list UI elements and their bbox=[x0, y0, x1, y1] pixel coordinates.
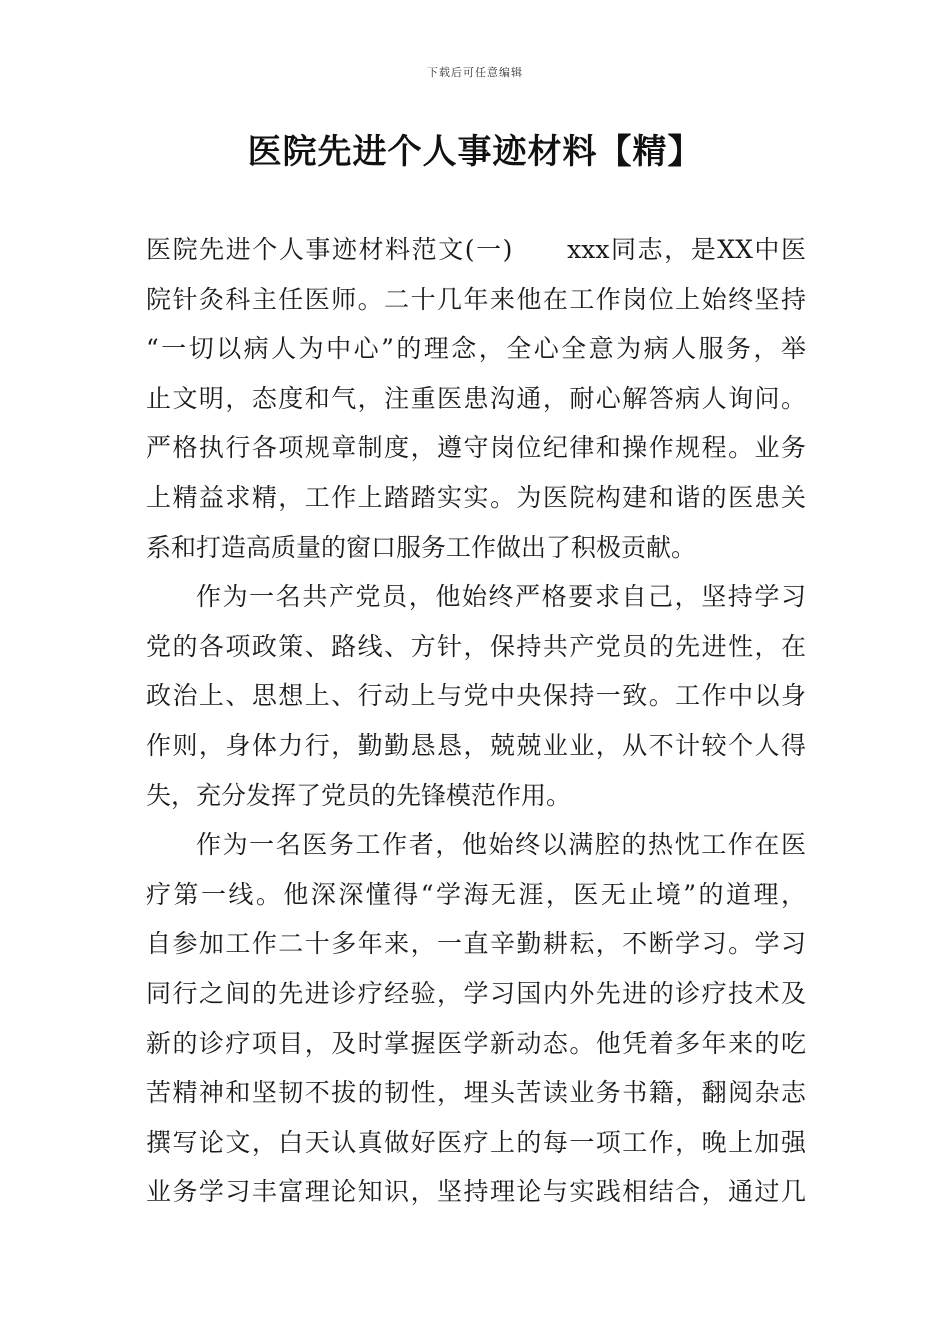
paragraph-line: 作则，身体力行，勤勤恳恳，兢兢业业，从不计较个人得 bbox=[146, 730, 806, 760]
paragraph-line: 失，充分发挥了党员的先锋模范作用。 bbox=[146, 780, 572, 810]
paragraph-line: 自参加工作二十多年来，一直辛勤耕耘，不断学习。学习 bbox=[146, 929, 806, 959]
paragraph-line: 作为一名共产党员，他始终严格要求自己，坚持学习 bbox=[196, 582, 806, 612]
paragraph-line: 政治上、思想上、行动上与党中央保持一致。工作中以身 bbox=[146, 681, 806, 711]
paragraph-line: 疗第一线。他深深懂得“学海无涯，医无止境”的道理， bbox=[146, 879, 806, 909]
paragraph-line: 业务学习丰富理论知识，坚持理论与实践相结合，通过几 bbox=[146, 1177, 806, 1207]
paragraph-line: 医院先进个人事迹材料范文(一) xxx同志，是XX中医 bbox=[146, 235, 806, 264]
paragraph-line: 同行之间的先进诊疗经验，学习国内外先进的诊疗技术及 bbox=[146, 978, 806, 1008]
document-body bbox=[146, 225, 806, 1217]
paragraph-line: 作为一名医务工作者，他始终以满腔的热忱工作在医 bbox=[196, 830, 806, 860]
paragraph-line: 严格执行各项规章制度，遵守岗位纪律和操作规程。业务 bbox=[146, 433, 806, 463]
paragraph-line: 上精益求精，工作上踏踏实实。为医院构建和谐的医患关 bbox=[146, 482, 806, 512]
paragraph-line: 系和打造高质量的窗口服务工作做出了积极贡献。 bbox=[146, 532, 697, 562]
paragraph-line: 院针灸科主任医师。二十几年来他在工作岗位上始终坚持 bbox=[146, 284, 806, 314]
paragraph-line: “一切以病人为中心”的理念，全心全意为病人服务，举 bbox=[146, 334, 806, 364]
paragraph-line: 党的各项政策、路线、方针，保持共产党员的先进性，在 bbox=[146, 631, 806, 661]
paragraph-line: 苦精神和坚韧不拔的韧性，埋头苦读业务书籍，翻阅杂志 bbox=[146, 1078, 806, 1108]
document-title: 医院先进个人事迹材料【精】 bbox=[247, 132, 703, 172]
header-note: 下载后可任意编辑 bbox=[427, 66, 523, 79]
paragraph-line: 撰写论文，白天认真做好医疗上的每一项工作，晚上加强 bbox=[146, 1127, 806, 1157]
paragraph-line: 新的诊疗项目，及时掌握医学新动态。他凭着多年来的吃 bbox=[146, 1028, 806, 1058]
paragraph-line: 止文明，态度和气，注重医患沟通，耐心解答病人询问。 bbox=[146, 383, 806, 413]
